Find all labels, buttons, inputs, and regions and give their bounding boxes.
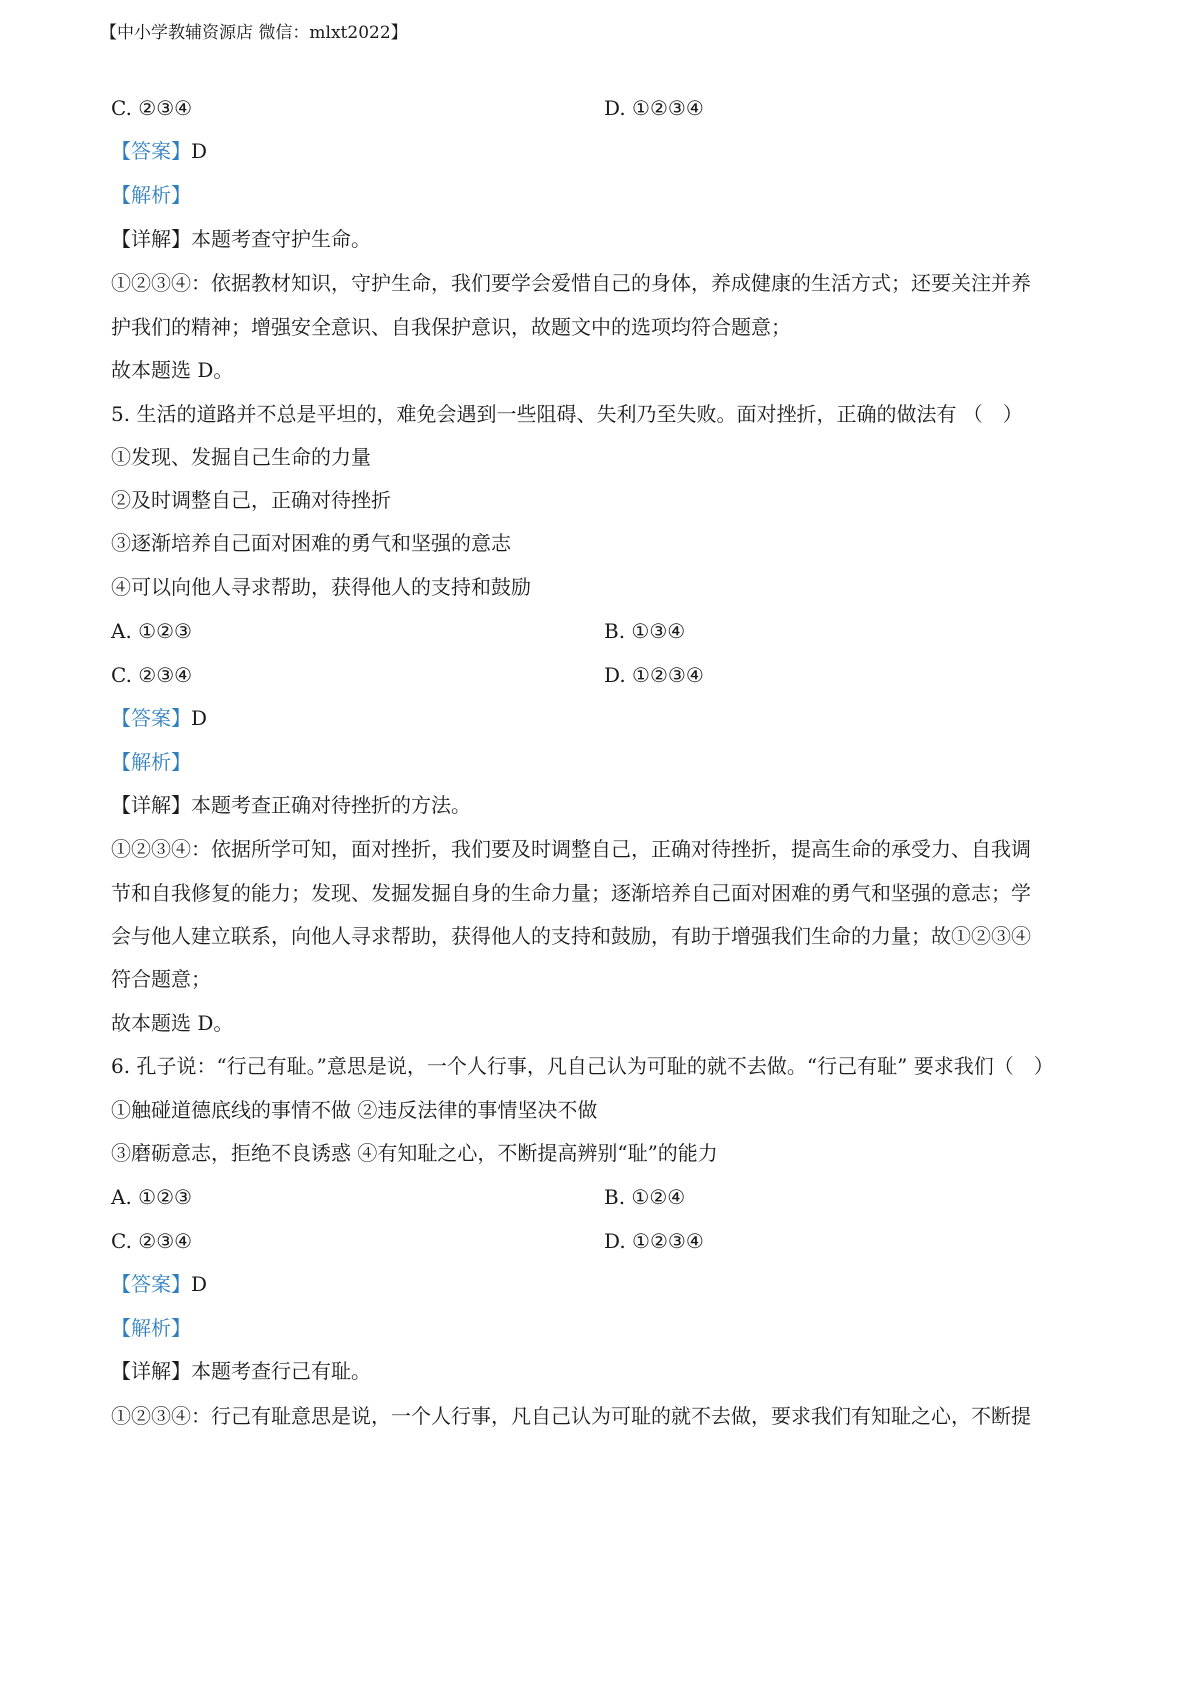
- q5-conclusion: 故本题选 D。: [111, 1011, 234, 1035]
- page-header: 【中小学教辅资源店 微信：mlxt2022】: [100, 23, 408, 43]
- q6-items-line-2: ③磨砺意志，拒绝不良诱惑 ④有知耻之心，不断提高辨别“耻”的能力: [111, 1141, 718, 1165]
- q4-detail: 【详解】本题考查守护生命。: [111, 227, 371, 251]
- q6-analysis-tag: 【解析】: [111, 1316, 191, 1340]
- q6-stem: 6. 孔子说：“行己有耻。”意思是说，一个人行事，凡自己认为可耻的就不去做。“行己有耻” 要求我们（ ）: [111, 1054, 1054, 1078]
- q5-explain-4: 符合题意；: [111, 967, 211, 991]
- q5-analysis-tag: 【解析】: [111, 750, 191, 774]
- answer-tag: 【答案】: [111, 139, 191, 163]
- answer-value: D: [191, 139, 208, 163]
- answer-value: D: [191, 706, 208, 730]
- q5-detail: 【详解】本题考查正确对待挫折的方法。: [111, 793, 471, 817]
- q5-item-4: ④可以向他人寻求帮助，获得他人的支持和鼓励: [111, 575, 531, 599]
- q5-explain-1: ①②③④：依据所学可知，面对挫折，我们要及时调整自己，正确对待挫折，提高生命的承受力、自我调: [111, 837, 1031, 861]
- q6-answer: [111, 1271, 207, 1297]
- answer-tag: 【答案】: [111, 706, 191, 730]
- q6-explain-1: ①②③④：行己有耻意思是说，一个人行事，凡自己认为可耻的就不去做，要求我们有知耻之心，不断提: [111, 1404, 1031, 1428]
- q4-option-c: C. ②③④: [111, 96, 193, 120]
- q5-option-c: C. ②③④: [111, 663, 193, 687]
- q4-explain-1: ①②③④：依据教材知识，守护生命，我们要学会爱惜自己的身体，养成健康的生活方式；还要关注并养: [111, 271, 1031, 295]
- q5-item-1: ①发现、发掘自己生命的力量: [111, 445, 371, 469]
- q4-explain-2: 护我们的精神；增强安全意识、自我保护意识，故题文中的选项均符合题意；: [111, 315, 791, 339]
- q4-answer: [111, 138, 207, 164]
- q5-option-d: D. ①②③④: [604, 663, 704, 687]
- q6-option-d: D. ①②③④: [604, 1229, 704, 1253]
- q5-answer: [111, 705, 207, 731]
- q5-option-b: B. ①③④: [604, 619, 686, 643]
- answer-value: D: [191, 1272, 208, 1296]
- q6-option-a: A. ①②③: [111, 1185, 192, 1209]
- q6-option-b: B. ①②④: [604, 1185, 686, 1209]
- q6-detail: 【详解】本题考查行己有耻。: [111, 1359, 371, 1383]
- answer-tag: 【答案】: [111, 1272, 191, 1296]
- q5-stem: 5. 生活的道路并不总是平坦的，难免会遇到一些阻碍、失利乃至失败。面对挫折，正确的做法有 （ ）: [111, 402, 1023, 426]
- q4-option-d: D. ①②③④: [604, 96, 704, 120]
- q5-explain-3: 会与他人建立联系，向他人寻求帮助，获得他人的支持和鼓励，有助于增强我们生命的力量；故①②③④: [111, 924, 1031, 948]
- q5-item-3: ③逐渐培养自己面对困难的勇气和坚强的意志: [111, 531, 511, 555]
- q6-option-c: C. ②③④: [111, 1229, 193, 1253]
- q4-analysis-tag: 【解析】: [111, 183, 191, 207]
- q5-option-a: A. ①②③: [111, 619, 192, 643]
- q6-items-line-1: ①触碰道德底线的事情不做 ②违反法律的事情坚决不做: [111, 1098, 598, 1122]
- q5-explain-2: 节和自我修复的能力；发现、发掘发掘自身的生命力量；逐渐培养自己面对困难的勇气和坚强的意志；学: [111, 881, 1031, 905]
- q5-item-2: ②及时调整自己，正确对待挫折: [111, 488, 391, 512]
- q4-conclusion: 故本题选 D。: [111, 358, 234, 382]
